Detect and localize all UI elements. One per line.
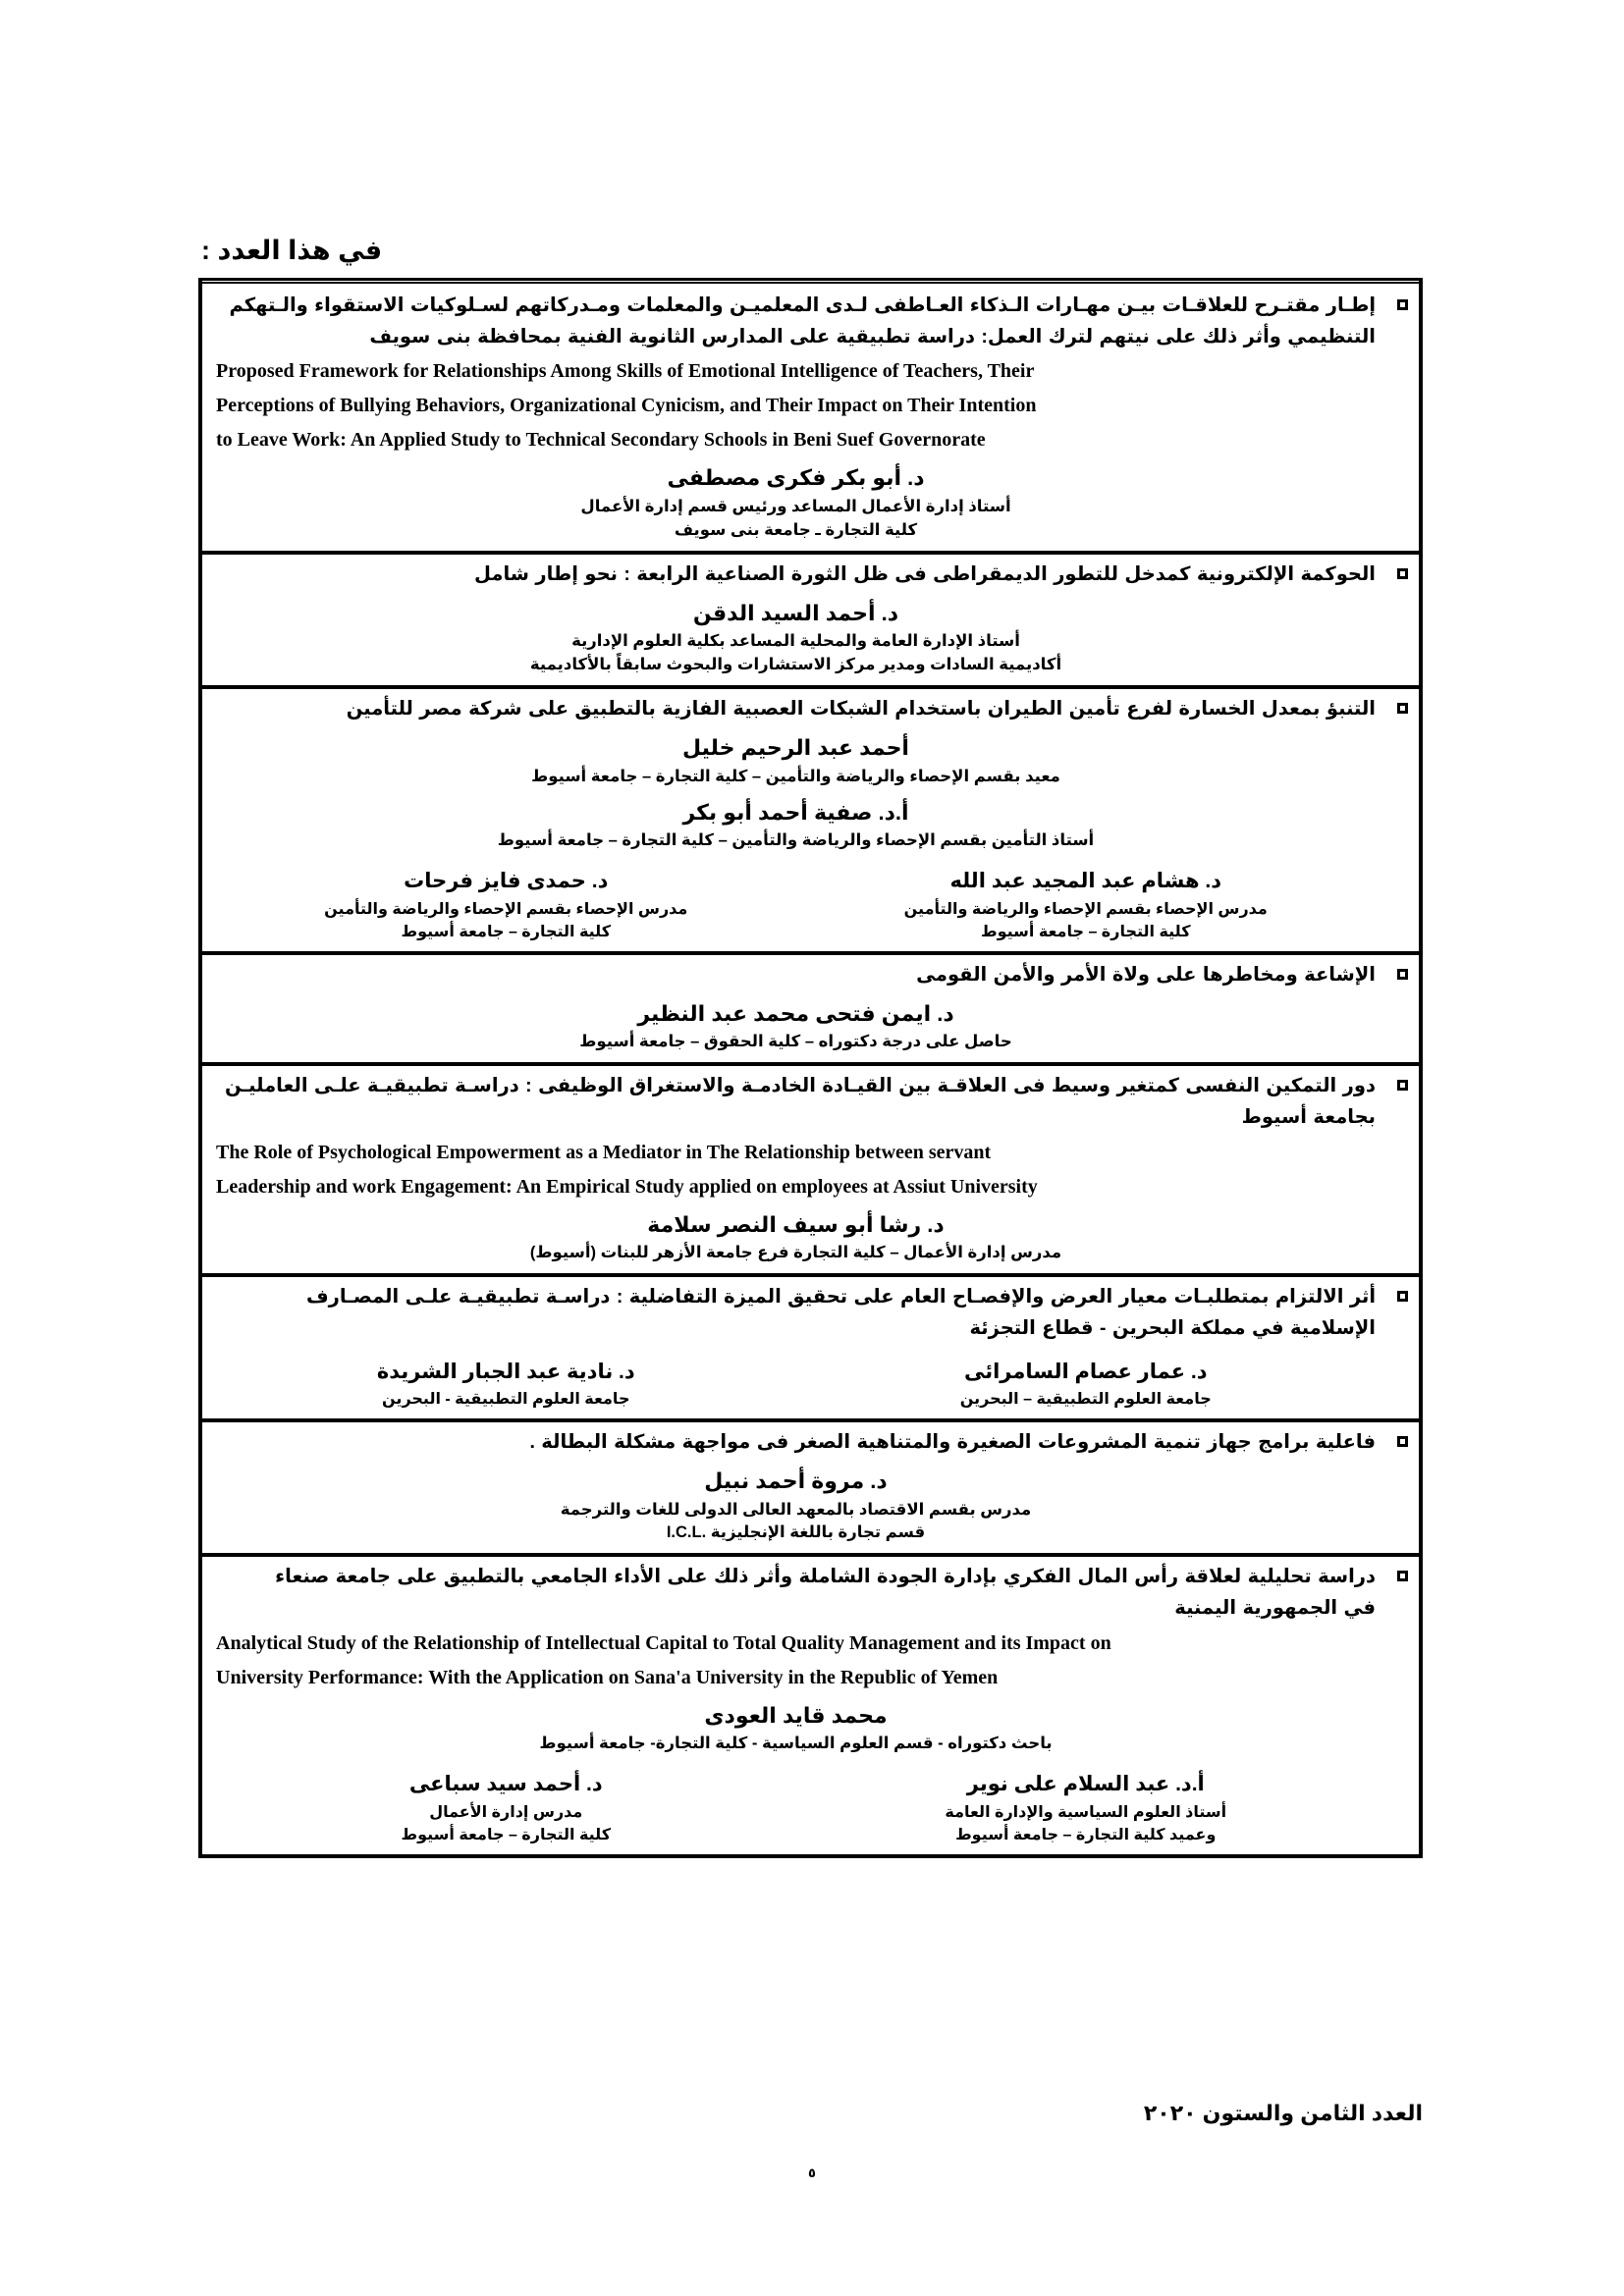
toc-entry-body: [202, 1072, 1385, 1265]
page-title-text: في هذا العدد :: [201, 236, 383, 265]
author-affiliation: كلية التجارة ـ جامعة بنى سويف: [674, 520, 918, 539]
author-affiliation: جامعة العلوم التطبيقية - البحرين: [382, 1390, 630, 1408]
author-name: د. أحمد السيد الدقن: [692, 600, 899, 625]
author-affiliation: كلية التجارة – جامعة أسيوط: [401, 923, 612, 940]
author-block: [216, 599, 1376, 678]
toc-entry-body: [202, 961, 1385, 1054]
toc-entry-body: [202, 695, 1385, 943]
square-bullet-glyph: [1397, 1436, 1408, 1447]
toc-entry-body: [202, 1563, 1385, 1846]
square-bullet-icon: [1385, 1563, 1419, 1584]
toc-entry[interactable]: [202, 1422, 1419, 1557]
entry-title-arabic: دور التمكين النفسى كمتغير وسيط فى العلاقـة بين القيـادة الخادمـة والاستغراق الوظيفى : دراسـة تطبيقيـة علـى العامليـن: [224, 1075, 1376, 1097]
toc-entry[interactable]: [202, 689, 1419, 955]
entry-title-arabic: التنبؤ بمعدل الخسارة لفرع تأمين الطيران باستخدام الشبكات العصبية الفازية بالتطبيق على شركة مصر للتأمين: [346, 698, 1376, 721]
entry-title-arabic: في الجمهورية اليمنية: [1174, 1597, 1376, 1620]
square-bullet-glyph: [1397, 703, 1408, 714]
toc-entry[interactable]: [202, 1277, 1419, 1422]
author-name: د. ايمن فتحى محمد عبد النظير: [637, 1000, 954, 1026]
author-affiliation: أستاذ العلوم السياسية والإدارة العامة: [945, 1803, 1227, 1821]
square-bullet-glyph: [1397, 1571, 1408, 1581]
author-name: د. مروة أحمد نبيل: [704, 1468, 888, 1493]
toc-entry[interactable]: [202, 955, 1419, 1066]
toc-entry-body: [202, 1428, 1385, 1545]
author-affiliation: مدرس إدارة الأعمال: [429, 1803, 583, 1821]
author-columns: [216, 1358, 1376, 1412]
author-name: د. رشا أبو سيف النصر سلامة: [647, 1211, 945, 1237]
entry-title-english: Leadership and work Engagement: An Empirical Study applied on employees at Assiut University: [216, 1175, 1038, 1198]
author-affiliation: معيد بقسم الإحصاء والرياضة والتأمين – كلية التجارة – جامعة أسيوط: [531, 767, 1060, 785]
author-block: [216, 1467, 1376, 1546]
square-bullet-icon: [1385, 961, 1419, 983]
square-bullet-icon: [1385, 695, 1419, 717]
toc-entry[interactable]: [202, 286, 1419, 555]
square-bullet-glyph: [1397, 1080, 1408, 1091]
author-block: [216, 1701, 1376, 1757]
author-name: د. حمدى فايز فرحات: [404, 870, 609, 893]
author-column: [796, 1358, 1377, 1412]
author-name: محمد قايد العودى: [704, 1702, 888, 1728]
footer-issue-label: العدد الثامن والستون ٢٠٢٠: [1143, 2101, 1423, 2125]
author-block: [216, 463, 1376, 543]
entry-title-arabic: بجامعة أسيوط: [1241, 1105, 1376, 1128]
author-affiliation: أستاذ إدارة الأعمال المساعد ورئيس قسم إدارة الأعمال: [580, 498, 1011, 516]
square-bullet-glyph: [1397, 299, 1408, 310]
square-bullet-glyph: [1397, 568, 1408, 579]
author-affiliation: مدرس الإحصاء بقسم الإحصاء والرياضة والتأمين: [903, 900, 1268, 918]
entry-title-arabic: دراسة تحليلية لعلاقة رأس المال الفكري بإدارة الجودة الشاملة وأثر ذلك على الأداء الجامعي بالتطبيق على جامعة صنعاء: [275, 1566, 1376, 1588]
square-bullet-icon: [1385, 561, 1419, 582]
page-title: [201, 236, 1423, 266]
table-of-contents: [198, 278, 1423, 1858]
author-affiliation: أكاديمية السادات ومدير مركز الاستشارات والبحوث سابقاً بالأكاديمية: [529, 656, 1062, 674]
entry-title-arabic: أثر الالتزام بمتطلبـات معيار العرض والإفصـاح العام على تحقيق الميزة التفاضلية : دراسـة تطبيقيـة علـى المصـارف: [306, 1286, 1376, 1308]
author-column: [796, 1770, 1377, 1846]
author-name: أ.د. عبد السلام على نوير: [966, 1773, 1205, 1796]
square-bullet-icon: [1385, 1283, 1419, 1305]
author-affiliation: حاصل على درجة دكتوراه – كلية الحقوق – جامعة أسيوط: [579, 1033, 1012, 1051]
author-affiliation: كلية التجارة – جامعة أسيوط: [980, 923, 1191, 940]
author-name: د. نادية عبد الجبار الشريدة: [376, 1360, 635, 1383]
toc-entry-body: [202, 292, 1385, 543]
author-affiliation: مدرس إدارة الأعمال – كلية التجارة فرع جامعة الأزهر للبنات (أسيوط): [529, 1244, 1062, 1262]
author-affiliation: أستاذ التأمين بقسم الإحصاء والرياضة والتأمين – كلية التجارة – جامعة أسيوط: [497, 831, 1095, 850]
square-bullet-icon: [1385, 1072, 1419, 1094]
author-column: [216, 1770, 796, 1846]
entry-title-arabic: فاعلية برامج جهاز تنمية المشروعات الصغيرة والمتناهية الصغر فى مواجهة مشكلة البطالة .: [529, 1431, 1376, 1454]
author-block: [216, 798, 1376, 854]
entry-title-english: Perceptions of Bullying Behaviors, Organizational Cynicism, and Their Impact on Their Intention: [216, 395, 1037, 417]
author-block: [216, 1210, 1376, 1266]
square-bullet-glyph: [1397, 969, 1408, 980]
entry-title-english: to Leave Work: An Applied Study to Technical Secondary Schools in Beni Suef Governorate: [216, 429, 986, 452]
author-affiliation: مدرس الإحصاء بقسم الإحصاء والرياضة والتأمين: [324, 900, 688, 918]
author-name: أ.د. صفية أحمد أبو بكر: [682, 799, 909, 825]
author-affiliation: مدرس بقسم الاقتصاد بالمعهد العالى الدولى للغات والترجمة: [560, 1500, 1032, 1519]
toc-entry[interactable]: [202, 555, 1419, 689]
entry-title-arabic: إطـار مقتـرح للعلاقـات بيـن مهـارات الـذكاء العـاطفى لـدى المعلميـن والمعلمات ومـدركاتهم لسـلوكيات الاستقواء والـتهكم: [229, 294, 1376, 316]
author-name: د. هشام عبد المجيد عبد الله: [949, 870, 1221, 893]
entry-title-english: The Role of Psychological Empowerment as a Mediator in The Relationship between servant: [216, 1141, 992, 1163]
author-affiliation: جامعة العلوم التطبيقية – البحرين: [959, 1390, 1212, 1408]
author-column: [796, 867, 1377, 943]
author-affiliation: قسم تجارة باللغة الإنجليزية .I.C.L: [666, 1523, 926, 1542]
author-affiliation: وعميد كلية التجارة – جامعة أسيوط: [955, 1826, 1217, 1843]
entry-title-arabic: الحوكمة الإلكترونية كمدخل للتطور الديمقراطى فى ظل الثورة الصناعية الرابعة : نحو إطار شامل: [473, 562, 1376, 585]
square-bullet-icon: [1385, 1428, 1419, 1450]
author-column: [216, 1358, 796, 1412]
entry-title-english: Proposed Framework for Relationships Among Skills of Emotional Intelligence of Teachers, Their: [216, 360, 1035, 383]
square-bullet-glyph: [1397, 1291, 1408, 1302]
author-affiliation: كلية التجارة – جامعة أسيوط: [401, 1826, 612, 1843]
author-name: د. عمار عصام السامرائى: [963, 1360, 1208, 1383]
entry-title-arabic: التنظيمي وأثر ذلك على نيتهم لترك العمل: دراسة تطبيقية على المدارس الثانوية الفنية بمحافظة بنى سويف: [369, 325, 1376, 347]
square-bullet-icon: [1385, 292, 1419, 313]
author-name: أحمد عبد الرحيم خليل: [682, 734, 909, 760]
toc-entry[interactable]: [202, 1557, 1419, 1854]
author-affiliation: باحث دكتوراه - قسم العلوم السياسية - كلية التجارة- جامعة أسيوط: [539, 1735, 1053, 1753]
author-column: [216, 867, 796, 943]
author-block: [216, 999, 1376, 1055]
author-affiliation: أستاذ الإدارة العامة والمحلية المساعد بكلية العلوم الإدارية: [571, 632, 1020, 651]
footer-page-number: ٥: [808, 2165, 816, 2180]
entry-title-arabic: الإشاعة ومخاطرها على ولاة الأمر والأمن القومى: [916, 963, 1376, 986]
author-name: د. أحمد سيد سباعى: [408, 1773, 603, 1796]
author-columns: [216, 1770, 1376, 1846]
entry-title-english: Analytical Study of the Relationship of Intellectual Capital to Total Quality Management and its Impact on: [216, 1631, 1111, 1654]
toc-entry-body: [202, 561, 1385, 677]
toc-entry-body: [202, 1283, 1385, 1411]
author-block: [216, 733, 1376, 789]
author-name: د. أبو بكر فكرى مصطفى: [667, 465, 925, 491]
toc-entry[interactable]: [202, 1066, 1419, 1277]
entry-title-arabic: الإسلامية في مملكة البحرين - قطاع التجزئة: [969, 1316, 1376, 1339]
author-columns: [216, 867, 1376, 943]
entry-title-english: University Performance: With the Application on Sana'a University in the Republic of Yemen: [216, 1666, 999, 1688]
